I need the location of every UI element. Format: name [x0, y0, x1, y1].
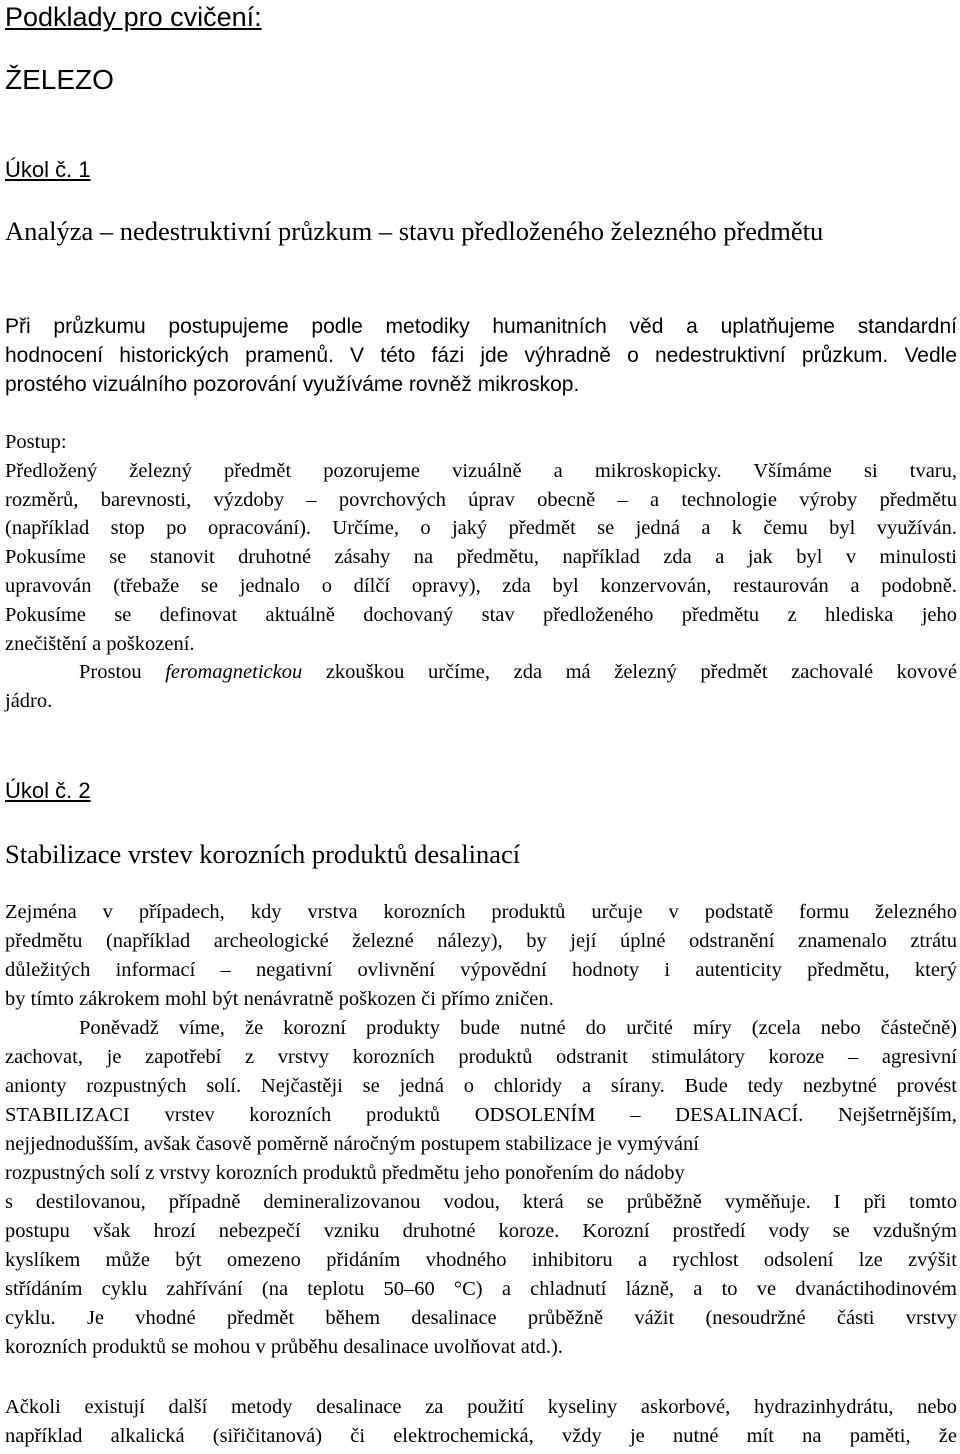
- text-line: postupu však hrozí nebezpečí vzniku druhotné koroze. Korozní prostředí vody se vzdušným: [5, 1220, 957, 1242]
- document-header: Podklady pro cvičení:: [5, 2, 262, 32]
- task1-intro: [5, 312, 957, 399]
- text-line: Ačkoli existují další metody desalinace za použití kyseliny askorbové, hydrazinhydrátu, nebo: [5, 1396, 957, 1418]
- text-line: například alkalická (siřičitanová) či elektrochemická, vždy je nutné mít na paměti, že: [5, 1425, 957, 1447]
- text-line: Při průzkumu postupujeme podle metodiky humanitních věd a uplatňujeme standardní: [5, 315, 957, 338]
- text-line: jádro.: [5, 690, 53, 713]
- task1-procedure: [5, 428, 957, 716]
- ferromagnetic-term: feromagnetickou: [165, 661, 303, 684]
- text-line: STABILIZACI vrstev korozních produktů ODSOLENÍM – DESALINACÍ. Nejšetrnějším,: [5, 1104, 957, 1126]
- task2-label: Úkol č. 2: [5, 778, 91, 803]
- text-line: (například stop po opracování). Určíme, o jaký předmět se jedná a k čemu byl využíván.: [5, 517, 957, 540]
- text-line: Zejména v případech, kdy vrstva korozních produktů určuje v podstatě formu železného: [5, 901, 957, 923]
- text-line: kyslíkem může být omezeno přidáním vhodného inhibitoru a rychlost odsolení lze zvýšit: [5, 1249, 957, 1271]
- task2-body: [5, 898, 957, 1362]
- text-line: rozpustných solí z vrstvy korozních produktů předmětu jeho ponořením do nádoby: [5, 1162, 685, 1184]
- text-line: Poněvadž víme, že korozní produkty bude nutné do určité míry (zcela nebo částečně): [79, 1017, 957, 1039]
- text-line: rozměrů, barevnosti, výzdoby – povrchových úprav obecně – a technologie výroby předmětu: [5, 488, 957, 511]
- procedure-label: Postup:: [5, 431, 67, 453]
- text-line: střídáním cyklu zahřívání (na teplotu 50–60 °C) a chladnutí lázně, a to ve dvanáctihodinovém: [5, 1278, 957, 1300]
- task2-title: Stabilizace vrstev korozních produktů desalinací: [5, 839, 521, 869]
- text-line: cyklu. Je vhodné předmět během desalinace průběžně vážit (nesoudržné části vrstvy: [5, 1307, 957, 1329]
- text-line: důležitých informací – negativní ovlivnění výpovědní hodnoty i autenticity předmětu, který: [5, 959, 957, 981]
- task1-label: Úkol č. 1: [5, 157, 91, 182]
- text-line: prostého vizuálního pozorování využíváme rovněž mikroskop.: [5, 373, 580, 396]
- text-line: upravován (třebaže se jednalo o dílčí opravy), zda byl konzervován, restaurován a podobně.: [5, 574, 957, 597]
- text-line: Pokusíme se definovat aktuálně dochovaný stav předloženého předmětu z hlediska jeho: [5, 603, 957, 626]
- text-line: Předložený železný předmět pozorujeme vizuálně a mikroskopicky. Všímáme si tvaru,: [5, 459, 957, 482]
- task1-title: Analýza – nedestruktivní průzkum – stavu předloženého železného předmětu: [5, 216, 824, 246]
- text-line: nejjednodušším, avšak časově poměrně náročným postupem stabilizace je vymývání: [5, 1133, 699, 1155]
- ferromagnetic-test-line: Prostou feromagnetickou zkouškou určíme, zda má železný předmět zachovalé kovové: [79, 661, 958, 684]
- text-line: anionty rozpustných solí. Nejčastěji se jedná o chloridy a sírany. Bude tedy nezbytné provést: [5, 1075, 957, 1097]
- text-line: s destilovanou, případně demineralizovanou vodou, která se průběžně vyměňuje. I při tomto: [5, 1191, 957, 1213]
- text-line: předmětu (například archeologické železné nálezy), by její úplné odstranění znamenalo ztrátu: [5, 930, 957, 952]
- text-line: znečištění a poškození.: [5, 632, 195, 655]
- topic-title: ŽELEZO: [5, 64, 114, 95]
- text-line: Pokusíme se stanovit druhotné zásahy na předmětu, například zda a jak byl v minulosti: [5, 546, 957, 569]
- text-line: hodnocení historických pramenů. V této fázi jde výhradně o nedestruktivní průzkum. Vedle: [5, 344, 957, 367]
- text-line: korozních produktů se mohou v průběhu desalinace uvolňovat atd.).: [5, 1336, 563, 1358]
- text-line: by tímto zákrokem mohl být nenávratně poškozen či přímo zničen.: [5, 988, 554, 1010]
- text-line: zachovat, je zapotřebí z vrstvy korozních produktů odstranit stimulátory koroze – agresivní: [5, 1046, 957, 1068]
- task2-methods: [5, 1393, 957, 1451]
